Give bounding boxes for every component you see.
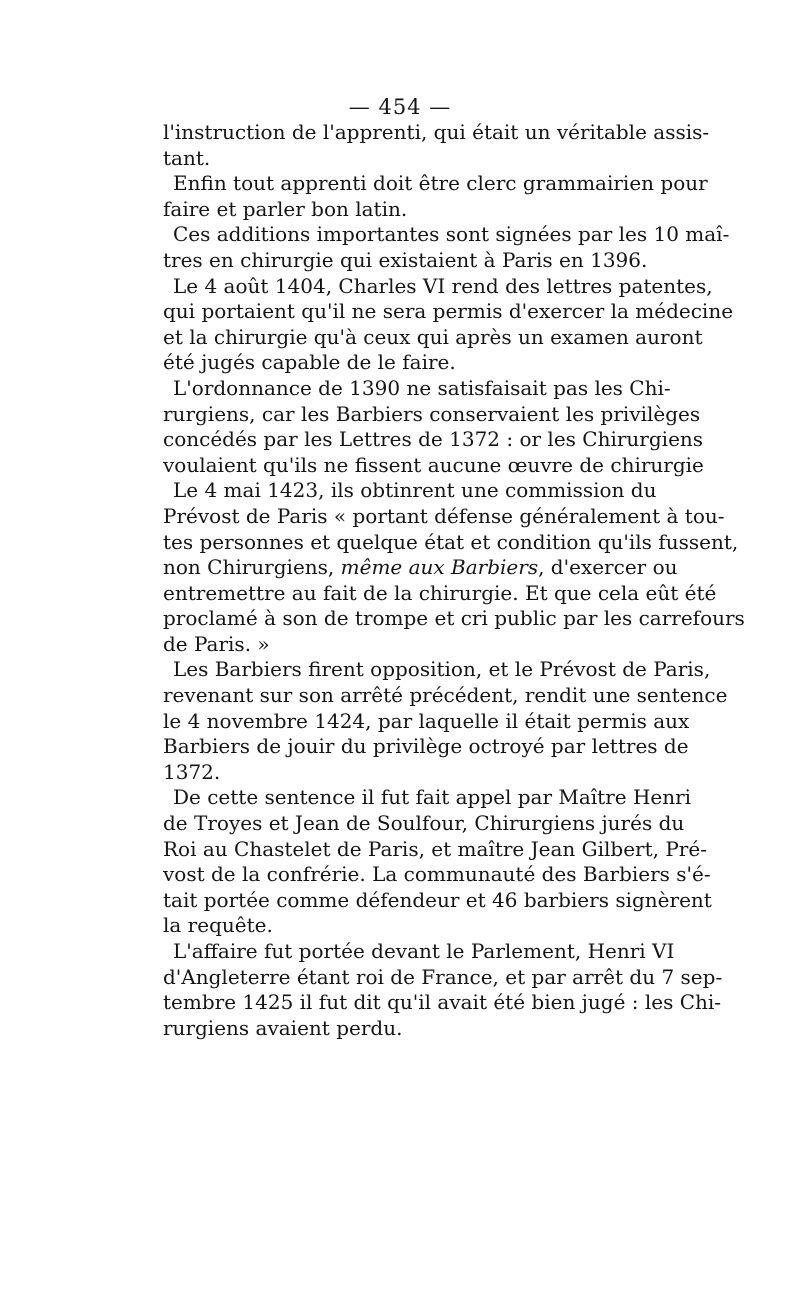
text-line: De cette sentence il fut fait appel par Maître Henri	[173, 785, 692, 810]
paragraph	[163, 222, 730, 273]
text-line: tait portée comme défendeur et 46 barbiers signèrent	[163, 887, 712, 912]
text-line: été jugés capable de le faire.	[163, 350, 456, 375]
text-line-mixed	[163, 555, 678, 581]
paragraph	[163, 273, 734, 376]
paragraph	[163, 375, 704, 478]
page-number: — 454 —	[348, 95, 452, 119]
text-line: Le 4 mai 1423, ils obtinrent une commission du	[173, 478, 657, 503]
paragraph	[163, 785, 712, 939]
text-line: de Paris. »	[163, 631, 270, 656]
text-line: faire et parler bon latin.	[163, 196, 408, 221]
text-line: voulaient qu'ils ne fissent aucune œuvre de chirurgie	[163, 452, 704, 477]
text-line: Le 4 août 1404, Charles VI rend des lettres patentes,	[173, 273, 713, 298]
text-line: vost de la confrérie. La communauté des Barbiers s'é-	[163, 862, 711, 887]
text-line: L'ordonnance de 1390 ne satisfaisait pas les Chi-	[173, 375, 671, 400]
body-text	[163, 120, 745, 1041]
text-line: la requête.	[163, 913, 273, 938]
paragraph	[163, 171, 708, 222]
paragraph	[163, 120, 710, 171]
text-run: non Chirurgiens,	[163, 555, 341, 580]
paragraph	[163, 939, 723, 1041]
text-line: tant.	[163, 145, 211, 170]
text-run: , d'exercer ou	[538, 555, 678, 580]
text-line: le 4 novembre 1424, par laquelle il était permis aux	[163, 708, 690, 733]
text-line: tes personnes et quelque état et condition qu'ils fussent,	[163, 529, 739, 554]
text-line: concédés par les Lettres de 1372 : or les Chirurgiens	[163, 427, 704, 452]
text-line: L'affaire fut portée devant le Parlement, Henri VI	[173, 939, 675, 963]
text-line: Enfin tout apprenti doit être clerc grammairien pour	[173, 171, 708, 196]
text-line: l'instruction de l'apprenti, qui était un véritable assis-	[163, 120, 710, 144]
text-line: Ces additions importantes sont signées par les 10 maî-	[173, 222, 730, 247]
text-line: Roi au Chastelet de Paris, et maître Jean Gilbert, Pré-	[163, 836, 707, 861]
text-line: 1372.	[163, 759, 221, 784]
text-line: et la chirurgie qu'à ceux qui après un examen auront	[163, 324, 703, 349]
text-line: d'Angleterre étant roi de France, et par arrêt du 7 sep-	[163, 964, 723, 989]
text-line: Barbiers de jouir du privilège octroyé par lettres de	[163, 734, 689, 759]
text-line: proclamé à son de trompe et cri public par les carrefours	[163, 606, 745, 631]
text-line: rurgiens, car les Barbiers conservaient les privilèges	[163, 401, 701, 426]
text-line: rurgiens avaient perdu.	[163, 1015, 403, 1040]
text-line: de Troyes et Jean de Soulfour, Chirurgiens jurés du	[163, 811, 685, 836]
text-line: tembre 1425 il fut dit qu'il avait été bien jugé : les Chi-	[163, 990, 722, 1015]
text-line: revenant sur son arrêté précédent, rendit une sentence	[163, 683, 728, 708]
text-line: qui portaient qu'il ne sera permis d'exercer la médecine	[163, 299, 734, 324]
text-line: entremettre au fait de la chirurgie. Et que cela eût été	[163, 580, 717, 605]
text-line: Prévost de Paris « portant défense généralement à tou-	[163, 503, 725, 528]
text-line: Les Barbiers firent opposition, et le Prévost de Paris,	[173, 657, 711, 682]
italic-phrase: même aux Barbiers	[340, 555, 539, 580]
paragraph	[163, 478, 745, 657]
paragraph	[163, 657, 728, 785]
text-line: tres en chirurgie qui existaient à Paris en 1396.	[163, 247, 648, 272]
